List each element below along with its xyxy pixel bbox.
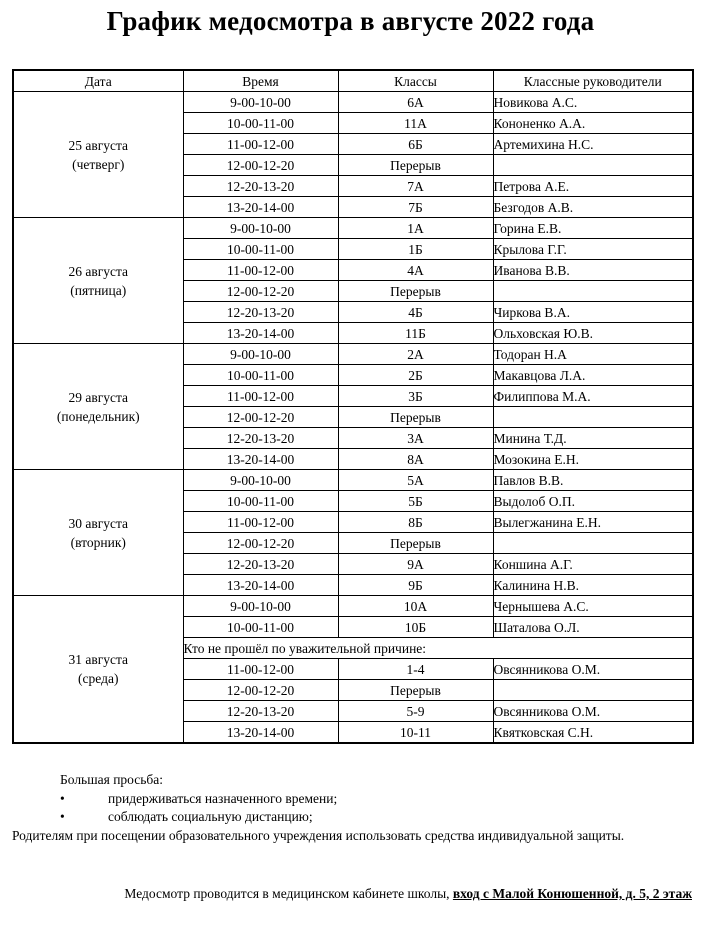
table-row bbox=[13, 470, 693, 491]
time-cell: 10-00-11-00 bbox=[183, 239, 338, 260]
time-cell: 13-20-14-00 bbox=[183, 575, 338, 596]
class-cell: 11А bbox=[338, 113, 493, 134]
class-cell: 2А bbox=[338, 344, 493, 365]
teacher-cell: Иванова В.В. bbox=[493, 260, 693, 281]
date-label: 31 августа bbox=[68, 652, 129, 667]
teacher-cell: Вылегжанина Е.Н. bbox=[493, 512, 693, 533]
time-cell: 12-20-13-20 bbox=[183, 554, 338, 575]
teacher-cell: Горина Е.В. bbox=[493, 218, 693, 239]
teacher-cell: Крылова Г.Г. bbox=[493, 239, 693, 260]
footer-note bbox=[0, 886, 692, 902]
class-cell: 7Б bbox=[338, 197, 493, 218]
teacher-cell: Безгодов А.В. bbox=[493, 197, 693, 218]
table-header-row bbox=[13, 70, 693, 92]
class-cell: 10А bbox=[338, 596, 493, 617]
teacher-cell: Тодоран Н.А bbox=[493, 344, 693, 365]
date-cell bbox=[13, 218, 183, 344]
time-cell: 9-00-10-00 bbox=[183, 344, 338, 365]
class-cell: 3А bbox=[338, 428, 493, 449]
teacher-cell: Шаталова О.Л. bbox=[493, 617, 693, 638]
time-cell: 12-20-13-20 bbox=[183, 428, 338, 449]
teacher-cell: Квятковская С.Н. bbox=[493, 722, 693, 744]
time-cell: 11-00-12-00 bbox=[183, 512, 338, 533]
table-row bbox=[13, 92, 693, 113]
header-teachers: Классные руководители bbox=[493, 70, 693, 92]
time-cell: 9-00-10-00 bbox=[183, 596, 338, 617]
time-cell: 12-20-13-20 bbox=[183, 701, 338, 722]
bullet-icon: • bbox=[60, 791, 65, 806]
class-cell: 8А bbox=[338, 449, 493, 470]
teacher-cell: Филиппова М.А. bbox=[493, 386, 693, 407]
class-cell: 8Б bbox=[338, 512, 493, 533]
class-cell: Перерыв bbox=[338, 281, 493, 302]
weekday-label: (понедельник) bbox=[56, 408, 140, 424]
teacher-cell: Новикова А.С. bbox=[493, 92, 693, 113]
class-cell: 4Б bbox=[338, 302, 493, 323]
class-cell: Перерыв bbox=[338, 407, 493, 428]
schedule-table bbox=[12, 69, 694, 744]
date-cell bbox=[13, 470, 183, 596]
header-time: Время bbox=[183, 70, 338, 92]
teacher-cell: Мозокина Е.Н. bbox=[493, 449, 693, 470]
time-cell: 12-20-13-20 bbox=[183, 302, 338, 323]
time-cell: 13-20-14-00 bbox=[183, 449, 338, 470]
teacher-cell bbox=[493, 407, 693, 428]
class-cell: Перерыв bbox=[338, 680, 493, 701]
time-cell: 10-00-11-00 bbox=[183, 617, 338, 638]
bullet-text: придерживаться назначенного времени; bbox=[108, 791, 338, 806]
time-cell: 9-00-10-00 bbox=[183, 218, 338, 239]
note-cell: Кто не прошёл по уважительной причине: bbox=[183, 638, 693, 659]
time-cell: 11-00-12-00 bbox=[183, 260, 338, 281]
teacher-cell: Макавцова Л.А. bbox=[493, 365, 693, 386]
time-cell: 12-00-12-20 bbox=[183, 155, 338, 176]
class-cell: 2Б bbox=[338, 365, 493, 386]
class-cell: Перерыв bbox=[338, 155, 493, 176]
date-cell bbox=[13, 596, 183, 744]
date-label: 26 августа bbox=[68, 263, 129, 279]
header-date: Дата bbox=[13, 70, 183, 92]
bullet-icon: • bbox=[60, 809, 65, 824]
time-cell: 13-20-14-00 bbox=[183, 722, 338, 744]
teacher-cell bbox=[493, 533, 693, 554]
class-cell: 1Б bbox=[338, 239, 493, 260]
time-cell: 12-20-13-20 bbox=[183, 176, 338, 197]
bullet-text: соблюдать социальную дистанцию; bbox=[108, 809, 313, 824]
weekday-label: (четверг) bbox=[72, 156, 125, 172]
class-cell: 10-11 bbox=[338, 722, 493, 744]
request-title: Большая просьба: bbox=[60, 772, 164, 787]
time-cell: 12-00-12-20 bbox=[183, 680, 338, 701]
date-cell bbox=[13, 344, 183, 470]
time-cell: 13-20-14-00 bbox=[183, 323, 338, 344]
class-cell: 9Б bbox=[338, 575, 493, 596]
class-cell: 3Б bbox=[338, 386, 493, 407]
class-cell: 6А bbox=[338, 92, 493, 113]
class-cell: 6Б bbox=[338, 134, 493, 155]
time-cell: 11-00-12-00 bbox=[183, 386, 338, 407]
weekday-label: (вторник) bbox=[70, 534, 126, 550]
class-cell: 7А bbox=[338, 176, 493, 197]
time-cell: 10-00-11-00 bbox=[183, 491, 338, 512]
time-cell: 11-00-12-00 bbox=[183, 134, 338, 155]
date-label: 30 августа bbox=[68, 515, 129, 531]
time-cell: 12-00-12-20 bbox=[183, 281, 338, 302]
teacher-cell: Петрова А.Е. bbox=[493, 176, 693, 197]
teacher-cell: Чернышева А.С. bbox=[493, 596, 693, 617]
table-row bbox=[13, 596, 693, 617]
time-cell: 12-00-12-20 bbox=[183, 407, 338, 428]
table-row bbox=[13, 218, 693, 239]
class-cell: 5А bbox=[338, 470, 493, 491]
time-cell: 10-00-11-00 bbox=[183, 365, 338, 386]
teacher-cell: Чиркова В.А. bbox=[493, 302, 693, 323]
footer-location: вход с Малой Конюшенной, д. 5, 2 этаж bbox=[452, 886, 692, 901]
footer-text: Медосмотр проводится в медицинском кабинете школы, bbox=[124, 886, 450, 901]
class-cell: 5-9 bbox=[338, 701, 493, 722]
time-cell: 9-00-10-00 bbox=[183, 470, 338, 491]
teacher-cell: Коншина А.Г. bbox=[493, 554, 693, 575]
class-cell: 1А bbox=[338, 218, 493, 239]
teacher-cell: Артемихина Н.С. bbox=[493, 134, 693, 155]
teacher-cell: Кононенко А.А. bbox=[493, 113, 693, 134]
teacher-cell: Ольховская Ю.В. bbox=[493, 323, 693, 344]
teacher-cell bbox=[493, 155, 693, 176]
page-title: График медосмотра в августе 2022 года bbox=[106, 6, 595, 36]
teacher-cell bbox=[493, 680, 693, 701]
class-cell: Перерыв bbox=[338, 533, 493, 554]
time-cell: 10-00-11-00 bbox=[183, 113, 338, 134]
time-cell: 11-00-12-00 bbox=[183, 659, 338, 680]
time-cell: 12-00-12-20 bbox=[183, 533, 338, 554]
class-cell: 1-4 bbox=[338, 659, 493, 680]
teacher-cell bbox=[493, 281, 693, 302]
weekday-label: (пятница) bbox=[70, 282, 127, 298]
time-cell: 13-20-14-00 bbox=[183, 197, 338, 218]
date-cell bbox=[13, 92, 183, 218]
class-cell: 9А bbox=[338, 554, 493, 575]
time-cell: 9-00-10-00 bbox=[183, 92, 338, 113]
parents-note: Родителям при посещении образовательного учреждения использовать средства индивидуальной защиты. bbox=[12, 828, 625, 843]
date-label: 29 августа bbox=[68, 389, 129, 405]
teacher-cell: Выдолоб О.П. bbox=[493, 491, 693, 512]
schedule-body bbox=[13, 92, 693, 744]
weekday-label: (среда) bbox=[78, 671, 119, 686]
class-cell: 4А bbox=[338, 260, 493, 281]
date-label: 25 августа bbox=[68, 137, 129, 153]
teacher-cell: Павлов В.В. bbox=[493, 470, 693, 491]
class-cell: 10Б bbox=[338, 617, 493, 638]
teacher-cell: Минина Т.Д. bbox=[493, 428, 693, 449]
teacher-cell: Калинина Н.В. bbox=[493, 575, 693, 596]
table-row bbox=[13, 344, 693, 365]
teacher-cell: Овсянникова О.М. bbox=[493, 701, 693, 722]
header-classes: Классы bbox=[338, 70, 493, 92]
teacher-cell: Овсянникова О.М. bbox=[493, 659, 693, 680]
class-cell: 5Б bbox=[338, 491, 493, 512]
class-cell: 11Б bbox=[338, 323, 493, 344]
